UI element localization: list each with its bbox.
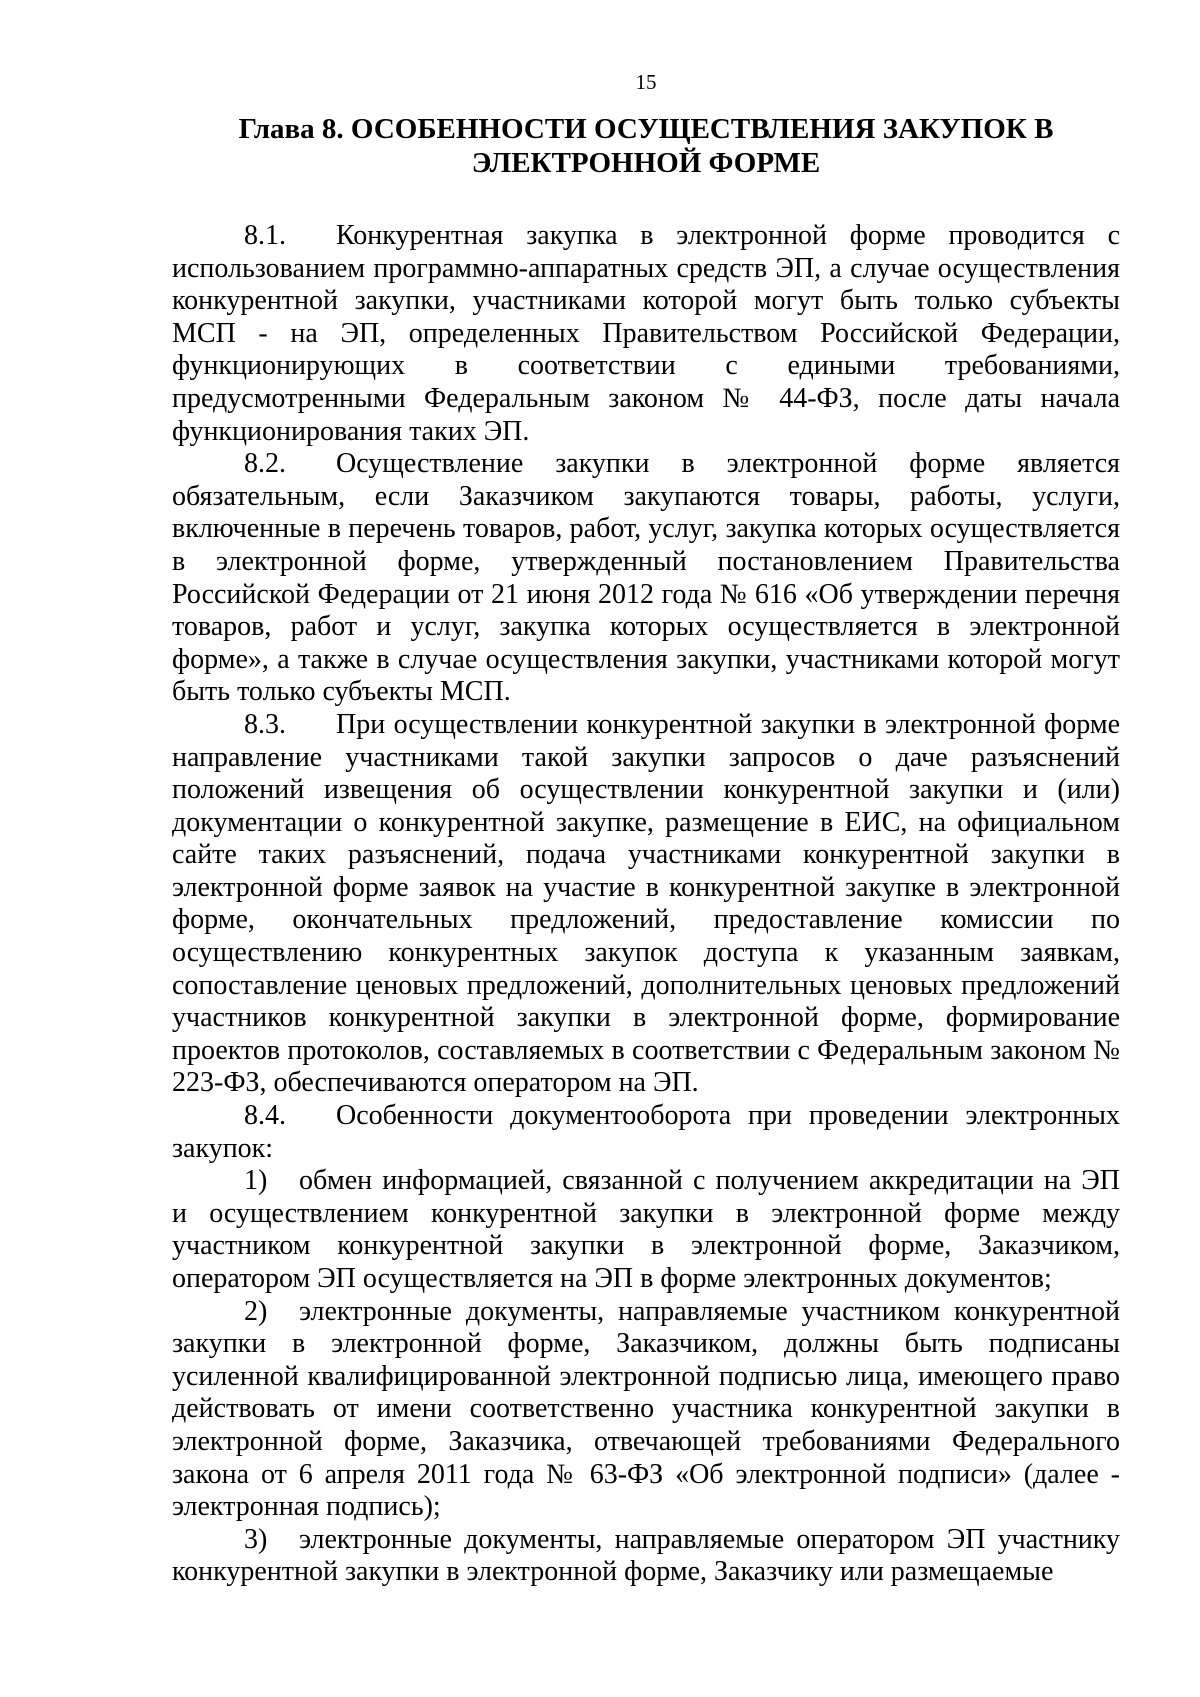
paragraph-text: Особенности документооборота при проведении электронных закупок: bbox=[172, 1100, 1120, 1164]
list-item-text: электронные документы, направляемые оператором ЭП участнику конкурентной закупки в электронной форме, Заказчику или размещаемые bbox=[172, 1523, 1120, 1588]
paragraph-number: 8.4. bbox=[244, 1100, 286, 1132]
paragraph-text: Конкурентная закупка в электронной форме проводится с использованием программно-аппаратных средств ЭП, а случае осуществления конкурентной закупки, участниками которой могут быть только субъекты МСП - на ЭП, определенных Правительством Российской Федерации, функционирующих в соответствии с едиными требованиями, предусмотренными Федеральным законом № 44-ФЗ, после даты начала функционирования таких ЭП. bbox=[172, 220, 1120, 447]
list-item-text: электронные документы, направляемые участником конкурентной закупки в электронной форме, Заказчиком, должны быть подписаны усиленной квалифицированной электронной подписью лица, имеющего право действовать от имени соответственно участника конкурентной закупки в электронной форме, Заказчика, отвечающей требованиями Федерального закона от 6 апреля 2011 года № 63-ФЗ «Об электронной подписи» (далее - электронная подпись); bbox=[172, 1295, 1120, 1523]
paragraph-number: 8.3. bbox=[244, 708, 286, 740]
list-item-1 bbox=[172, 1165, 1120, 1295]
list-item-2 bbox=[172, 1296, 1120, 1524]
list-item-number: 2) bbox=[244, 1295, 268, 1327]
paragraph-text: При осуществлении конкурентной закупки в электронной форме направление участниками такой закупки запросов о даче разъяснений положений извещения об осуществлении конкурентной закупки и (или) документации о конкурентной закупке, размещение в ЕИС, на официальном сайте таких разъяснений, подача участниками конкурентной закупки в электронной форме заявок на участие в конкурентной закупке в электронной форме, окончательных предложений, предоставление комиссии по осуществлению конкурентных закупок доступа к указанным заявкам, сопоставление ценовых предложений, дополнительных ценовых предложений участников конкурентной закупки в электронной форме, формирование проектов протоколов, составляемых в соответствии с Федеральным законом № 223-ФЗ, обеспечиваются оператором на ЭП. bbox=[172, 708, 1120, 1099]
paragraph-8-1 bbox=[172, 220, 1120, 448]
list-item-number: 1) bbox=[244, 1165, 268, 1197]
paragraph-8-4 bbox=[172, 1100, 1120, 1165]
document-page bbox=[172, 70, 1120, 1589]
list-item-number: 3) bbox=[244, 1523, 268, 1555]
page-number: 15 bbox=[635, 70, 657, 94]
list-item-3 bbox=[172, 1524, 1120, 1589]
paragraph-number: 8.1. bbox=[244, 220, 286, 251]
paragraph-8-3 bbox=[172, 709, 1120, 1100]
chapter-title: Глава 8. ОСОБЕННОСТИ ОСУЩЕСТВЛЕНИЯ ЗАКУПОК В ЭЛЕКТРОННОЙ ФОРМЕ bbox=[238, 113, 1054, 179]
paragraph-text: Осуществление закупки в электронной форме является обязательным, если Заказчиком закупаются товары, работы, услуги, включенные в перечень товаров, работ, услуг, закупка которых осуществляется в электронной форме, утвержденный постановлением Правительства Российской Федерации от 21 июня 2012 года № 616 «Об утверждении перечня товаров, работ и услуг, закупка которых осуществляется в электронной форме», а также в случае осуществления закупки, участниками которой могут быть только субъекты МСП. bbox=[172, 448, 1120, 708]
paragraph-number: 8.2. bbox=[244, 448, 286, 480]
paragraph-8-2 bbox=[172, 448, 1120, 709]
list-item-text: обмен информацией, связанной с получением аккредитации на ЭП и осуществлением конкурентной закупки в электронной форме между участником конкурентной закупки в электронной форме, Заказчиком, оператором ЭП осуществляется на ЭП в форме электронных документов; bbox=[172, 1165, 1120, 1294]
